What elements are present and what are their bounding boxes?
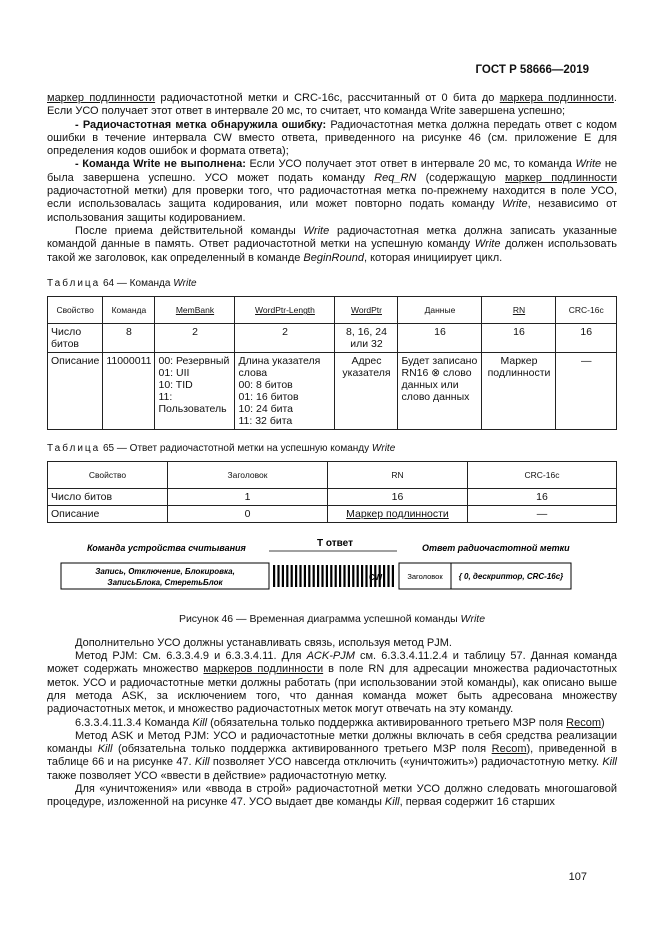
table-cell: Описание [48, 506, 168, 523]
table-header-row [48, 297, 617, 324]
paragraph-6: Метод PJM: См. 6.3.3.4.9 и 6.3.3.4.11. Для ACK-PJM см. 6.3.3.4.11.2.4 и таблицу 57. Данная команда может содержать множество маркеров подлинности в поле RN для адресации множества радиочастотных меток. УСО и радиочастотные метки должны работать (при использовании этой команды), как описано выше для метода ASK, за исключением того, что данная команда может быть адресована множеству радиочастотных меток, и множество радиочастотных меток могут отвечать на эту команду. [47, 650, 617, 716]
table-row [48, 353, 617, 430]
cw-stripe [313, 565, 315, 587]
table-cell: Число битов [48, 489, 168, 506]
cw-stripe [361, 565, 363, 587]
paragraph-9: Для «уничтожения» или «ввода в строй» радиочастотной метки УСО должно следовать многошаговой процедуре, изложенной на рисунке 47. УСО выдает две команды Kill, первая содержит 16 старших [47, 783, 617, 809]
table-65 [47, 461, 617, 523]
table-cell: Число битов [48, 324, 103, 353]
cw-stripe [339, 565, 341, 587]
cw-stripe [304, 565, 306, 587]
paragraph-3: - Команда Write не выполнена: Если УСО получает этот ответ в интервале 20 мс, то команда Write не была завершена успешно. УСО может подать команду Req_RN (содержащую маркер подлинности радиочастотной метки) для проверки того, что радиочастотная метка по-прежнему находится в поле УСО, если использовалась защита кодирования, или может повторно подать команду Write, независимо от использования защиты кодированием. [47, 158, 618, 224]
table-cell: Длина указателя слова 00: 8 битов 01: 16 битов 10: 24 бита 11: 32 бита [235, 353, 335, 430]
label-reader-command: Команда устройства считывания [87, 543, 246, 554]
table-cell: Описание [48, 353, 103, 430]
table-header-cell: Команда [103, 297, 155, 324]
cw-stripe [308, 565, 310, 587]
paragraph-2: - Радиочастотная метка обнаружила ошибку: Радиочастотная метка должна передать ответ с кодом ошибки в течение интервала CW вместо ответа, приведенного на рисунке 46 (см. приложение Е для определения кодов ошибок и формата ответа); [47, 118, 617, 158]
cw-stripe [365, 565, 367, 587]
response-box-label: { 0, дескриптор, CRC-16c} [458, 572, 564, 582]
cw-stripe [343, 565, 345, 587]
cw-stripe [326, 565, 328, 587]
table-65-caption: Таблица 65 — Ответ радиочастотной метки на успешную команду Write [47, 443, 396, 455]
cw-stripe [330, 565, 332, 587]
table-cell: 2 [155, 324, 235, 353]
cw-stripe [335, 565, 337, 587]
table-header-cell: WordPtr [335, 297, 398, 324]
table-cell: 16 [468, 489, 617, 506]
table-cell: 16 [556, 324, 617, 353]
table-header-row [48, 462, 617, 489]
table-cell: 00: Резервный 01: UII 10: TID 11: Пользователь [155, 353, 235, 430]
cw-label: CW [369, 573, 383, 583]
table-cell: 16 [482, 324, 556, 353]
table-header-cell: Свойство [48, 462, 168, 489]
table-cell: 16 [398, 324, 482, 353]
table-cell: 8, 16, 24 или 32 [335, 324, 398, 353]
figure-46-caption: Рисунок 46 — Временная диаграмма успешной команды Write [178, 613, 486, 626]
figure-46 [47, 535, 617, 607]
timing-diagram [47, 535, 617, 607]
table-row [48, 506, 617, 523]
table-cell: Маркер подлинности [482, 353, 556, 430]
table-header-cell: Свойство [48, 297, 103, 324]
cw-stripe [286, 565, 288, 587]
table-cell: Будет записано RN16 ⊗ слово данных или слово данных [398, 353, 482, 430]
table-header-cell: RN [482, 297, 556, 324]
link-auth-marker-2: маркера подлинности [499, 92, 614, 104]
cw-stripe [348, 565, 350, 587]
cw-stripe [277, 565, 279, 587]
header-box-label: Заголовок [407, 572, 443, 582]
command-box-line-2: ЗаписьБлока, СтеретьБлок [107, 578, 223, 588]
table-cell: 11000011 [103, 353, 155, 430]
table-cell: 8 [103, 324, 155, 353]
cw-stripe [295, 565, 297, 587]
link-auth-marker: маркер подлинности [47, 92, 156, 104]
cw-stripe [321, 565, 323, 587]
link-recom-2: Recom [491, 743, 527, 756]
paragraph-1: маркер подлинности радиочастотной метки и CRC-16c, рассчитанный от 0 бита до маркера подлинности. Если УСО получает этот ответ в интервале 20 мс, то считает, что команда Write завершена успешно; [47, 92, 617, 118]
link-recom: Recom [566, 716, 601, 729]
cw-stripe [352, 565, 354, 587]
cw-stripe [273, 565, 275, 587]
table-64 [47, 296, 617, 430]
cw-stripe [392, 565, 394, 587]
table-cell: — [468, 506, 617, 523]
table-cell: 2 [235, 324, 335, 353]
page-number: 107 [568, 871, 587, 883]
table-header-cell: CRC-16c [556, 297, 617, 324]
table-cell: — [556, 353, 617, 430]
paragraph-8: Метод ASK и Метод PJM: УСО и радиочастотные метки должны включать в себя средства реализации команды Kill (обязательна только поддержка активированного третьего МЗР поля Recom), приведенной в таблице 66 и на рисунке 47. Kill позволяет УСО навсегда отключить («уничтожить») радиочастотную метку. Kill также позволяет УСО «ввести в действие» радиочастотную метку. [47, 729, 617, 782]
label-tag-response: Ответ радиочастотной метки [422, 543, 570, 554]
command-box-line-1: Запись, Отключение, Блокировка, [95, 567, 235, 577]
table-cell: Адрес указателя [335, 353, 398, 430]
table-header-cell: RN [328, 462, 468, 489]
paragraph-7: 6.3.3.4.11.3.4 Команда Kill (обязательна только поддержка активированного третьего МЗР поля Recom) [75, 716, 605, 729]
paragraph-4: После приема действительной команды Write радиочастотная метка должна записать указанные командой данные в память. Ответ радиочастотной метки на успешную команду Write должен использовать такой же заголовок, как определенный в команде BeginRound, которая инициирует цикл. [47, 224, 618, 264]
cw-stripe [357, 565, 359, 587]
cw-stripe [383, 565, 385, 587]
table-cell: Маркер подлинности [328, 506, 468, 523]
table-header-cell: Данные [398, 297, 482, 324]
link-auth-marker-3: маркер подлинности [505, 171, 617, 184]
table-header-cell: MemBank [155, 297, 235, 324]
page-content [47, 92, 617, 810]
table-cell: 16 [328, 489, 468, 506]
link-auth-markers: маркеров подлинности [203, 663, 324, 676]
table-header-cell: CRC-16c [468, 462, 617, 489]
table-cell: 0 [168, 506, 328, 523]
table-header-cell: Заголовок [168, 462, 328, 489]
table-row [48, 489, 617, 506]
cw-stripe [387, 565, 389, 587]
paragraph-5: Дополнительно УСО должны устанавливать связь, используя метод PJM. [75, 636, 452, 649]
cw-stripe [299, 565, 301, 587]
cw-stripe [282, 565, 284, 587]
table-cell: 1 [168, 489, 328, 506]
cw-stripe [317, 565, 319, 587]
table-64-caption: Таблица 64 — Команда Write [47, 277, 197, 289]
cw-stripe [291, 565, 293, 587]
table-row [48, 324, 617, 353]
table-header-cell: WordPtr-Length [235, 297, 335, 324]
label-t-response: T ответ [317, 538, 353, 550]
document-header: ГОСТ Р 58666—2019 [475, 64, 589, 76]
